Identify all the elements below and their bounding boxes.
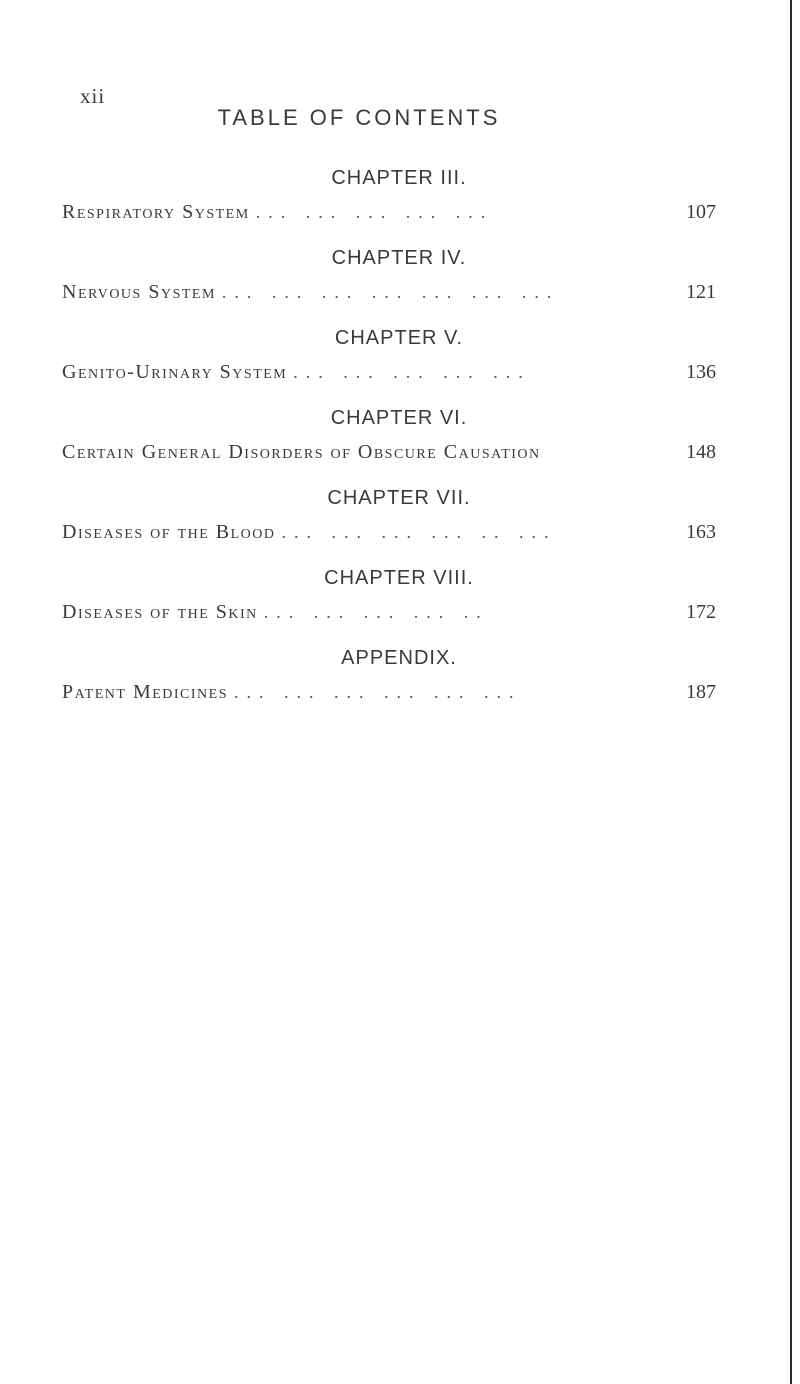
toc-entry[interactable] — [62, 596, 716, 628]
entry-page-number: 107 — [686, 201, 716, 223]
chapter-heading: CHAPTER IV. — [331, 247, 467, 269]
running-head: TABLE OF CONTENTS — [217, 105, 501, 130]
toc-section-chapter-8 — [62, 560, 716, 640]
toc-section-chapter-5 — [62, 320, 716, 400]
entry-title: Diseases of the Blood — [62, 521, 276, 543]
toc-entry[interactable] — [62, 436, 716, 468]
toc-entry[interactable] — [62, 356, 716, 388]
dot-leader: ... ... ... ... ... — [293, 362, 531, 382]
entry-page-number: 148 — [686, 441, 716, 463]
entry-title: Patent Medicines — [62, 681, 229, 703]
entry-page-number: 136 — [686, 361, 716, 383]
chapter-heading: APPENDIX. — [341, 647, 457, 669]
chapter-heading: CHAPTER III. — [331, 167, 467, 189]
toc-entry[interactable] — [62, 276, 716, 308]
toc-section-chapter-7 — [62, 480, 716, 560]
entry-page-number: 187 — [686, 681, 716, 703]
chapter-heading: CHAPTER VIII. — [324, 567, 474, 589]
dot-leader: ... ... ... ... ... ... — [234, 682, 522, 702]
toc-section-chapter-4 — [62, 240, 716, 320]
toc-section-chapter-6 — [62, 400, 716, 480]
entry-title: Nervous System — [62, 281, 216, 303]
entry-title: Certain General Disorders of Obscure Causation — [62, 441, 541, 463]
page-number: xii — [80, 84, 106, 108]
entry-page-number: 172 — [686, 601, 716, 623]
toc-section-appendix — [62, 640, 716, 720]
entry-title: Genito-Urinary System — [62, 361, 288, 383]
dot-leader: ... ... ... ... ... ... ... — [221, 282, 560, 302]
chapter-heading: CHAPTER VII. — [327, 487, 471, 509]
table-of-contents — [62, 160, 716, 720]
entry-page-number: 121 — [686, 281, 716, 303]
toc-entry[interactable] — [62, 516, 716, 548]
toc-entry[interactable] — [62, 196, 716, 228]
entry-page-number: 163 — [686, 521, 716, 543]
toc-entry[interactable] — [62, 676, 716, 708]
entry-title: Respiratory System — [62, 201, 250, 223]
toc-section-chapter-3 — [62, 160, 716, 240]
entry-title: Diseases of the Skin — [62, 601, 258, 623]
dot-leader: ... ... ... ... ... — [255, 202, 494, 222]
chapter-heading: CHAPTER V. — [334, 327, 464, 349]
chapter-heading: CHAPTER VI. — [330, 407, 468, 429]
dot-leader: ... ... ... ... .. — [263, 602, 489, 622]
page-edge-shadow — [790, 0, 792, 1384]
dot-leader: ... ... ... ... .. ... — [281, 522, 557, 542]
